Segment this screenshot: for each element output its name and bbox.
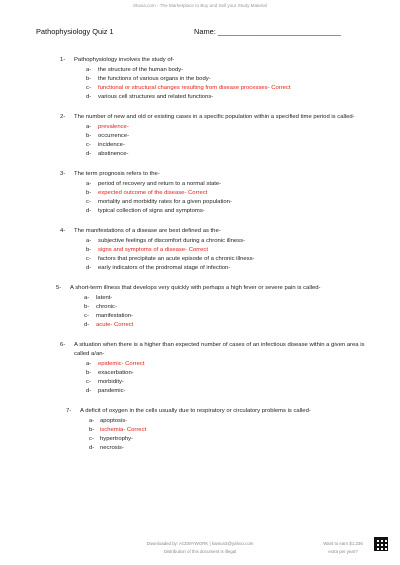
answer-option [0,75,400,84]
question-3 [0,170,400,216]
answer-option [0,444,400,453]
option-letter: b- [89,427,95,433]
option-letter: a- [86,238,92,244]
correct-answer-option [0,189,400,198]
question-number: 4- [60,228,66,234]
correct-answer-option [0,246,400,255]
option-text: necrosis- [100,445,124,451]
answer-option [0,93,400,102]
correct-answer-option [0,426,400,435]
option-letter: a- [84,295,90,301]
answer-option [0,132,400,141]
answer-option [0,294,400,303]
correct-answer-option [0,123,400,132]
option-text: the functions of various organs in the body- [98,76,211,82]
option-text: epidemic- Correct [98,361,145,367]
questions-list [0,56,400,464]
option-letter: c- [86,379,91,385]
option-text: the structure of the human body- [98,67,184,73]
question-number: 1- [60,57,66,63]
question-5 [0,284,400,330]
quiz-title: Pathophysiology Quiz 1 [36,27,114,36]
option-text: various cell structures and related functions- [98,94,214,100]
question-6 [0,341,400,396]
option-text: latent- [96,295,113,301]
option-text: subjective feelings of discomfort during a chronic illness- [98,238,246,244]
question-number: 5- [56,285,62,291]
option-letter: c- [86,85,91,91]
option-letter: b- [86,247,92,253]
question-text: Pathophysiology involves the study of- [74,57,175,63]
option-text: exacerbation- [98,370,134,376]
option-text: signs and symptoms of a disease- Correct [98,247,209,253]
answer-option [0,378,400,387]
option-letter: b- [86,133,92,139]
option-text: mortality and morbidity rates for a given population- [98,199,232,205]
option-letter: a- [86,361,92,367]
answer-option [0,312,400,321]
option-text: prevalence- [98,124,129,130]
option-letter: c- [86,142,91,148]
option-letter: b- [86,190,92,196]
answer-option [0,417,400,426]
answer-option [0,255,400,264]
downloaded-by-text: Downloaded by: ACEMYWORK | kamun3@yahoo.com [146,541,254,546]
answer-option [0,387,400,396]
option-text: typical collection of signs and symptoms- [98,208,205,214]
answer-option [0,264,400,273]
option-text: morbidity- [98,379,124,385]
option-letter: c- [86,256,91,262]
correct-answer-option [0,321,400,330]
watermark-banner: Stuvia.com - The Marketplace to Buy and Sell your Study Material [133,3,267,8]
option-letter: d- [84,322,90,328]
option-letter: c- [84,313,89,319]
option-letter: a- [86,67,92,73]
correct-answer-option [0,360,400,369]
question-number: 7- [66,408,72,414]
option-text: expected outcome of the disease- Correct [98,190,208,196]
question-number: 3- [60,171,66,177]
option-letter: b- [84,304,90,310]
correct-answer-option [0,84,400,93]
question-text: The manifestations of a disease are best defined as the- [74,228,221,234]
option-letter: d- [86,265,92,271]
answer-option [0,207,400,216]
option-text: hypertrophy- [100,436,134,442]
option-text: early indicators of the prodromal stage of infection- [98,265,231,271]
answer-option [0,141,400,150]
question-text: A deficit of oxygen in the cells usually due to respiratory or circulatory problems is called- [80,408,311,414]
question-7 [0,407,400,453]
option-letter: c- [89,436,94,442]
option-text: ischemia- Correct [100,427,147,433]
question-number: 2- [60,114,66,120]
option-letter: d- [86,151,92,157]
option-letter: a- [86,181,92,187]
question-2 [0,113,400,159]
question-4 [0,227,400,273]
answer-option [0,180,400,189]
option-text: abstinence- [98,151,129,157]
name-field-label: Name: ______________________________ [194,27,342,36]
option-letter: d- [86,388,92,394]
option-text: pandemic- [98,388,126,394]
option-text: acute- Correct [96,322,134,328]
qr-code-icon[interactable] [374,537,388,551]
option-text: occurrence- [98,133,130,139]
option-text: period of recovery and return to a normal state- [98,181,222,187]
question-number: 6- [60,342,66,348]
option-letter: b- [86,370,92,376]
option-letter: a- [86,124,92,130]
option-text: functional or structural changes resulting from disease processes- Correct [98,85,291,91]
question-text: The number of new and old or existing cases in a specific population within a specified time period is called- [74,114,355,120]
answer-option [0,237,400,246]
distribution-notice: Distribution of this document is illegal [163,549,237,554]
option-text: factors that precipitate an acute episode of a chronic illness- [98,256,255,262]
answer-option [0,150,400,159]
answer-option [0,369,400,378]
question-1 [0,56,400,102]
answer-option [0,435,400,444]
quiz-header [36,27,366,36]
answer-option [0,66,400,75]
option-letter: d- [89,445,95,451]
earn-promo-subtext[interactable]: extra per year? [328,549,358,554]
answer-option [0,198,400,207]
option-letter: a- [89,418,95,424]
question-text: The term prognosis refers to the- [74,171,160,177]
question-text: A short-term illness that develops very quickly with perhaps a high fever or severe pain is called- [70,285,321,291]
option-letter: d- [86,208,92,214]
option-text: incidence- [98,142,125,148]
question-text: A situation when there is a higher than expected number of cases of an infectious disease within a given area is called a/an- [74,342,365,357]
option-text: chronic- [96,304,117,310]
option-letter: b- [86,76,92,82]
option-letter: d- [86,94,92,100]
earn-promo-text[interactable]: Want to earn $1.236 [323,541,363,546]
option-letter: c- [86,199,91,205]
option-text: manifestation- [96,313,133,319]
answer-option [0,303,400,312]
option-text: apoptosis- [100,418,128,424]
